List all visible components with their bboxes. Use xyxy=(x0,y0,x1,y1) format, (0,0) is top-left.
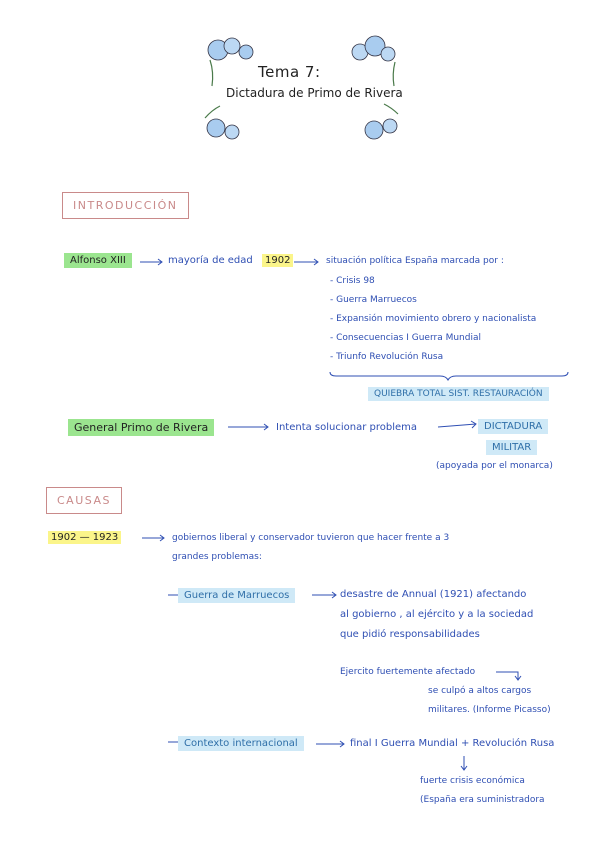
section-heading-introduccion: INTRODUCCIÓN xyxy=(62,192,189,219)
quiebra-label: QUIEBRA TOTAL SIST. RESTAURACIÓN xyxy=(368,387,549,401)
flower-decoration-top-right xyxy=(352,36,395,86)
situacion-text: situación política España marcada por : xyxy=(326,256,504,266)
final-guerra-text: final I Guerra Mundial + Revolución Rusa xyxy=(350,738,555,749)
year-1902: 1902 xyxy=(262,254,293,267)
section-heading-causas: CAUSAS xyxy=(46,487,122,514)
contexto-internacional-label: Contexto internacional xyxy=(178,736,304,751)
list-item: - Guerra Marruecos xyxy=(330,295,417,305)
guerra-marruecos-label: Guerra de Marruecos xyxy=(178,588,295,603)
ejercito-text-3: militares. (Informe Picasso) xyxy=(428,705,551,715)
crisis-text-2: (España era suministradora xyxy=(420,795,545,805)
general-label: General Primo de Rivera xyxy=(68,419,214,436)
title-line-1: Tema 7: xyxy=(258,63,321,81)
dictadura-label-2: MILITAR xyxy=(486,440,537,455)
list-item: - Consecuencias I Guerra Mundial xyxy=(330,333,481,343)
flower-decoration-top-left xyxy=(208,38,253,86)
dictadura-label-1: DICTADURA xyxy=(478,419,548,434)
gobiernos-text-2: grandes problemas: xyxy=(172,552,262,562)
list-item: - Crisis 98 xyxy=(330,276,375,286)
flower-decoration-bottom-left xyxy=(205,106,239,139)
desastre-text-3: que pidió responsabilidades xyxy=(340,629,480,640)
mayoria-text: mayoría de edad xyxy=(168,255,253,266)
list-item: - Expansión movimiento obrero y nacionalista xyxy=(330,314,537,324)
ejercito-text-2: se culpó a altos cargos xyxy=(428,686,532,696)
desastre-text-1: desastre de Annual (1921) afectando xyxy=(340,589,527,600)
crisis-text-1: fuerte crisis económica xyxy=(420,776,525,786)
desastre-text-2: al gobierno , al ejército y a la sociedad xyxy=(340,609,534,620)
alfonso-label: Alfonso XIII xyxy=(64,253,132,268)
years-label: 1902 — 1923 xyxy=(48,531,121,544)
apoyada-text: (apoyada por el monarca) xyxy=(436,461,553,471)
ejercito-text-1: Ejercito fuertemente afectado xyxy=(340,667,476,677)
intenta-text: Intenta solucionar problema xyxy=(276,422,418,433)
gobiernos-text-1: gobiernos liberal y conservador tuvieron que hacer frente a 3 xyxy=(172,533,450,543)
title-line-2: Dictadura de Primo de Rivera xyxy=(226,86,403,100)
list-item: - Triunfo Revolución Rusa xyxy=(330,352,444,362)
flower-decoration-bottom-right xyxy=(365,104,398,139)
